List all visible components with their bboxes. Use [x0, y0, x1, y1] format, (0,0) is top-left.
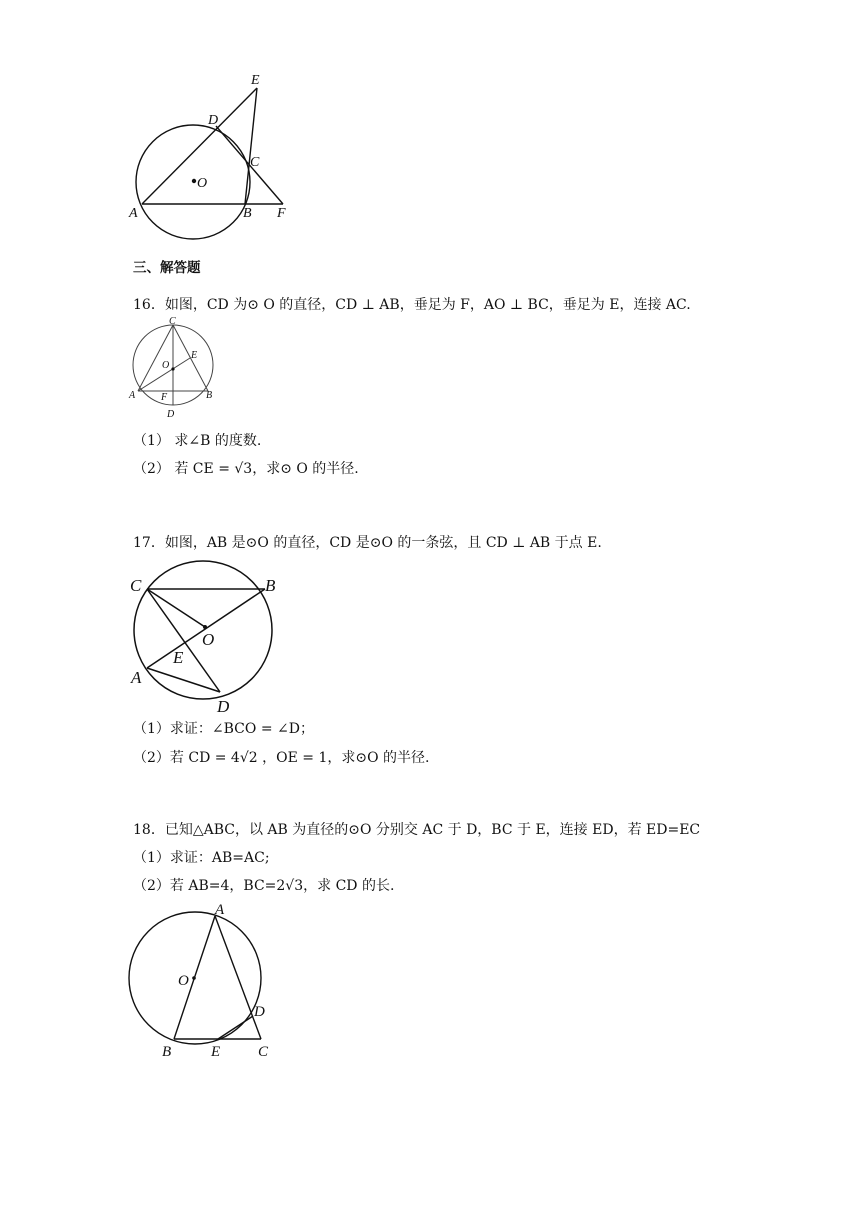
fig18-label-b: B	[162, 1044, 172, 1060]
q16-part1: （1） 求∠B 的度数.	[133, 433, 262, 449]
fig16-center-dot	[171, 367, 174, 370]
fig18-label-e: E	[211, 1044, 221, 1060]
fig18-center-dot	[192, 976, 196, 980]
fig16-label-a: A	[129, 390, 136, 401]
fig18-label-o: O	[178, 973, 189, 989]
q16-part2: （2） 若 CE = √3，求⊙ O 的半径.	[133, 461, 359, 477]
fig18-label-a: A	[215, 902, 225, 918]
fig17-segment-ad	[147, 668, 220, 692]
fig15-segment-eb	[245, 88, 257, 204]
figure-17-geometry	[126, 555, 286, 715]
fig17-segment-co	[147, 589, 205, 627]
fig15-label-a: A	[129, 206, 138, 221]
fig17-label-b: B	[265, 576, 276, 595]
fig18-label-c: C	[258, 1044, 269, 1060]
fig16-label-e: E	[191, 350, 198, 361]
fig15-label-o: O	[197, 176, 208, 191]
q17-stem: 17．如图，AB 是⊙O 的直径，CD 是⊙O 的一条弦，且 CD ⊥ AB 于点 E.	[133, 535, 602, 551]
q18-stem: 18．已知△ABC，以 AB 为直径的⊙O 分别交 AC 于 D，BC 于 E，连接 ED，若 ED=EC	[133, 822, 701, 838]
fig17-label-a: A	[131, 668, 142, 687]
section-title: 三、解答题	[133, 260, 201, 276]
fig17-label-c: C	[130, 576, 142, 595]
q17-part2: （2）若 CD = 4√2 ，OE = 1，求⊙O 的半径.	[133, 750, 430, 766]
fig16-label-o: O	[162, 360, 170, 371]
fig16-label-f: F	[161, 392, 168, 403]
fig15-label-e: E	[251, 73, 260, 88]
fig18-label-d: D	[254, 1004, 265, 1020]
fig16-label-c: C	[169, 316, 176, 327]
fig16-label-b: B	[206, 390, 213, 401]
fig15-label-f: F	[277, 206, 286, 221]
fig15-label-b: B	[243, 206, 252, 221]
fig17-label-d: D	[217, 697, 230, 716]
q16-stem: 16．如图，CD 为⊙ O 的直径，CD ⊥ AB，垂足为 F，AO ⊥ BC，垂足为 E，连接 AC.	[133, 297, 691, 313]
fig15-label-d: D	[208, 113, 219, 128]
fig16-segment-ac	[138, 325, 173, 391]
q18-part2: （2）若 AB=4，BC=2√3，求 CD 的长.	[133, 878, 395, 894]
fig17-center-dot	[203, 625, 207, 629]
fig16-label-d: D	[167, 409, 175, 420]
fig15-label-c: C	[250, 155, 260, 170]
figure-15-geometry	[120, 60, 320, 230]
fig18-segment-ed	[218, 1016, 253, 1039]
fig17-label-e: E	[173, 648, 184, 667]
figure-16-geometry	[126, 318, 226, 424]
fig18-segment-ac	[215, 916, 261, 1039]
fig15-center-dot	[192, 179, 196, 183]
fig17-label-o: O	[202, 630, 215, 649]
q18-part1: （1）求证：AB=AC;	[133, 850, 270, 866]
q17-part1: （1）求证：∠BCO = ∠D；	[133, 721, 314, 737]
figure-18-geometry	[118, 898, 288, 1062]
